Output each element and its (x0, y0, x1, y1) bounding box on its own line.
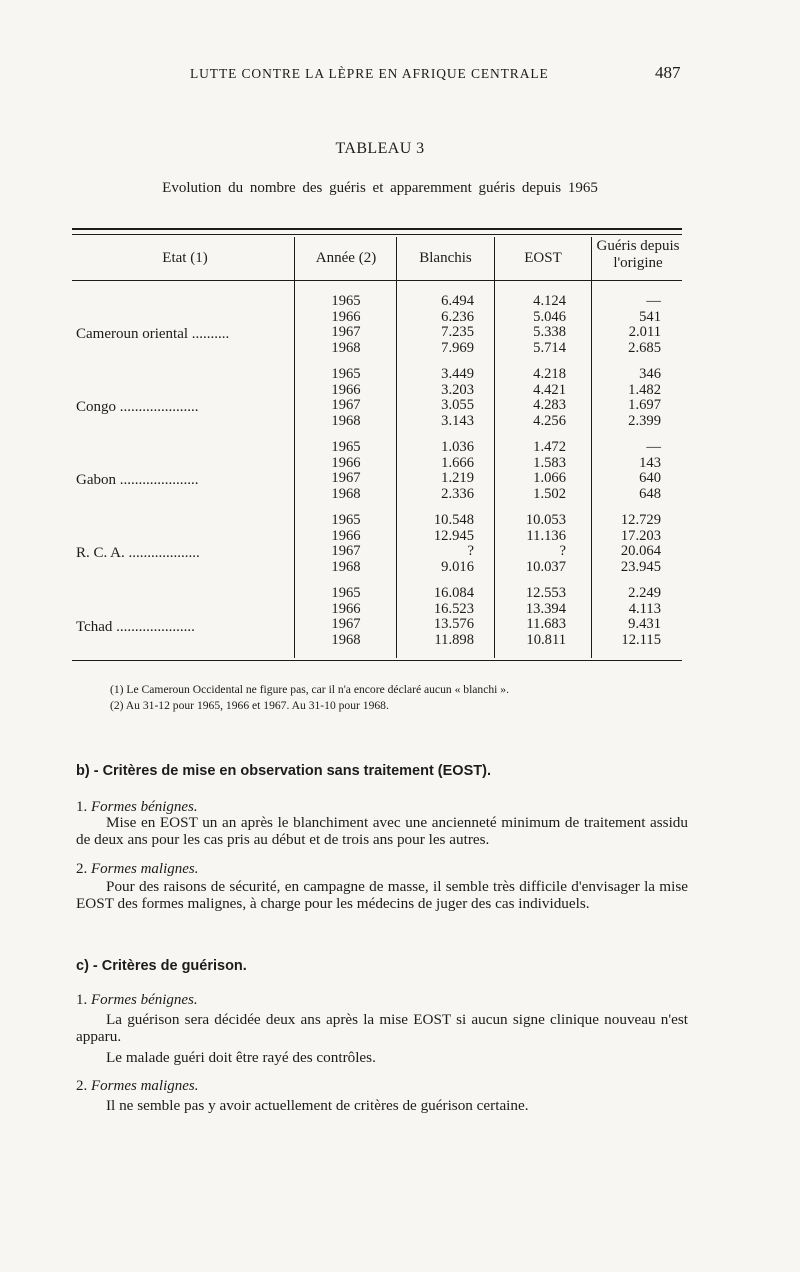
column-divider (396, 237, 397, 658)
cell-blanchis: 13.576 (433, 616, 474, 632)
cell-gueris: 12.729 (620, 512, 661, 528)
cell-blanchis: 9.016 (441, 559, 474, 575)
paragraph-text: Le malade guéri doit être rayé des contrôles. (106, 1049, 376, 1066)
cell-gueris: — (646, 439, 661, 455)
cell-year: 1966 (331, 528, 361, 544)
cell-eost: 4.256 (533, 413, 566, 429)
cell-eost: 1.502 (533, 486, 566, 502)
header-eost: EOST (524, 250, 562, 266)
section-c-sub1-text2 (76, 1050, 688, 1067)
cell-eost: 5.714 (533, 340, 566, 356)
table-title: TABLEAU 3 (335, 140, 425, 157)
section-b-sub2-heading (76, 861, 199, 878)
cell-gueris: 2.249 (628, 585, 661, 601)
cell-eost: 4.421 (533, 382, 566, 398)
header-gueris (592, 238, 684, 272)
cell-year: 1968 (331, 486, 361, 502)
cell-gueris: 143 (639, 455, 661, 471)
cell-gueris: — (646, 293, 661, 309)
cell-gueris: 23.945 (620, 559, 661, 575)
cell-eost: 4.218 (533, 366, 566, 382)
table-caption: Evolution du nombre des guéris et apparemment guéris depuis 1965 (162, 180, 598, 196)
running-head: LUTTE CONTRE LA LÈPRE EN AFRIQUE CENTRALE (190, 66, 549, 81)
cell-blanchis: 6.236 (441, 309, 474, 325)
cell-gueris: 541 (639, 309, 661, 325)
cell-blanchis: 1.036 (441, 439, 474, 455)
page-number: 487 (655, 63, 681, 82)
cell-year: 1966 (331, 601, 361, 617)
cell-year: 1967 (331, 543, 361, 559)
table-top-rule (72, 228, 682, 230)
paragraph-text: Pour des raisons de sécurité, en campagne de masse, il semble très difficile d'envisager la mise EOST des formes malignes, à charge pour les médecins de juger des cas individuels. (76, 878, 688, 912)
cell-gueris: 2.399 (628, 413, 661, 429)
cell-eost: 4.124 (533, 293, 566, 309)
cell-blanchis: 2.336 (441, 486, 474, 502)
cell-year: 1968 (331, 632, 361, 648)
sub-title: Formes malignes. (91, 861, 199, 877)
sub-number: 1. (76, 992, 88, 1008)
cell-blanchis: 6.494 (441, 293, 474, 309)
section-c-heading: c) - Critères de guérison. (76, 958, 247, 974)
cell-blanchis: 1.666 (441, 455, 474, 471)
cell-blanchis: 1.219 (441, 470, 474, 486)
cell-eost: 1.583 (533, 455, 566, 471)
footnote-1: (1) Le Cameroun Occidental ne figure pas, car il n'a encore déclaré aucun « blanchi ». (110, 683, 509, 696)
cell-blanchis: 7.235 (441, 324, 474, 340)
cell-eost: 11.136 (526, 528, 566, 544)
cell-blanchis: 3.203 (441, 382, 474, 398)
sub-number: 2. (76, 1078, 88, 1094)
cell-eost: 10.811 (526, 632, 566, 648)
cell-year: 1967 (331, 470, 361, 486)
state-label: Cameroun oriental .......... (76, 326, 230, 342)
column-divider (591, 237, 592, 658)
cell-eost: 10.037 (525, 559, 566, 575)
cell-gueris: 9.431 (628, 616, 661, 632)
cell-blanchis: 3.143 (441, 413, 474, 429)
header-blanchis: Blanchis (419, 250, 472, 266)
cell-year: 1967 (331, 324, 361, 340)
cell-blanchis: 11.898 (434, 632, 474, 648)
paragraph-text: Mise en EOST un an après le blanchiment avec une ancienneté minimum de traitement assidu de deux ans pour les cas pris au début et de trois ans pour les autres. (76, 814, 688, 848)
cell-blanchis: ? (467, 543, 474, 559)
state-label: Tchad ..................... (76, 619, 195, 635)
header-gueris-line2: l'origine (613, 255, 663, 271)
cell-year: 1966 (331, 382, 361, 398)
footnote-2: (2) Au 31-12 pour 1965, 1966 et 1967. Au 31-10 pour 1968. (110, 699, 389, 712)
state-label: Congo ..................... (76, 399, 199, 415)
paragraph-text: Il ne semble pas y avoir actuellement de critères de guérison certaine. (106, 1097, 529, 1114)
cell-gueris: 20.064 (620, 543, 661, 559)
section-c-sub2-heading (76, 1078, 199, 1095)
cell-eost: 5.338 (533, 324, 566, 340)
section-c-sub1-heading (76, 992, 198, 1009)
cell-gueris: 648 (639, 486, 661, 502)
cell-year: 1965 (331, 585, 361, 601)
cell-year: 1965 (331, 366, 361, 382)
cell-eost: ? (559, 543, 566, 559)
cell-year: 1966 (331, 455, 361, 471)
cell-gueris: 2.011 (628, 324, 661, 340)
header-etat: Etat (1) (162, 250, 208, 266)
cell-year: 1966 (331, 309, 361, 325)
cell-eost: 13.394 (525, 601, 566, 617)
cell-year: 1965 (331, 512, 361, 528)
cell-gueris: 4.113 (628, 601, 661, 617)
cell-blanchis: 3.449 (441, 366, 474, 382)
cell-eost: 11.683 (526, 616, 566, 632)
cell-eost: 5.046 (533, 309, 566, 325)
cell-blanchis: 7.969 (441, 340, 474, 356)
cell-year: 1967 (331, 397, 361, 413)
paragraph-text: La guérison sera décidée deux ans après la mise EOST si aucun signe clinique nouveau n'est apparu. (76, 1011, 688, 1045)
section-b-heading: b) - Critères de mise en observation sans traitement (EOST). (76, 763, 491, 779)
cell-eost: 1.472 (533, 439, 566, 455)
state-label: Gabon ..................... (76, 472, 199, 488)
sub-title: Formes bénignes. (91, 992, 198, 1008)
cell-year: 1967 (331, 616, 361, 632)
cell-year: 1965 (331, 439, 361, 455)
cell-eost: 1.066 (533, 470, 566, 486)
cell-year: 1968 (331, 340, 361, 356)
sub-number: 2. (76, 861, 88, 877)
cell-eost: 10.053 (525, 512, 566, 528)
cell-gueris: 640 (639, 470, 661, 486)
state-label: R. C. A. ................... (76, 545, 200, 561)
cell-blanchis: 3.055 (441, 397, 474, 413)
cell-year: 1968 (331, 413, 361, 429)
cell-gueris: 2.685 (628, 340, 661, 356)
cell-gueris: 346 (639, 366, 661, 382)
section-c-sub2-text (76, 1098, 688, 1115)
cell-eost: 4.283 (533, 397, 566, 413)
sub-number: 1. (76, 799, 88, 815)
table-bottom-rule (72, 660, 682, 661)
column-divider (294, 237, 295, 658)
cell-blanchis: 12.945 (433, 528, 474, 544)
cell-gueris: 12.115 (621, 632, 661, 648)
cell-gueris: 1.697 (628, 397, 661, 413)
cell-year: 1965 (331, 293, 361, 309)
sub-title: Formes bénignes. (91, 799, 198, 815)
cell-blanchis: 16.084 (433, 585, 474, 601)
sub-title: Formes malignes. (91, 1078, 199, 1094)
table-top-rule-thin (72, 234, 682, 235)
column-divider (494, 237, 495, 658)
cell-blanchis: 16.523 (433, 601, 474, 617)
cell-gueris: 17.203 (620, 528, 661, 544)
header-gueris-line1: Guéris depuis (596, 238, 680, 254)
section-b-sub2-text (76, 879, 688, 912)
cell-year: 1968 (331, 559, 361, 575)
cell-blanchis: 10.548 (433, 512, 474, 528)
section-c-sub1-text (76, 1012, 688, 1045)
section-b-sub1-text (76, 815, 688, 848)
header-annee: Année (2) (315, 250, 377, 266)
cell-gueris: 1.482 (628, 382, 661, 398)
cell-eost: 12.553 (525, 585, 566, 601)
